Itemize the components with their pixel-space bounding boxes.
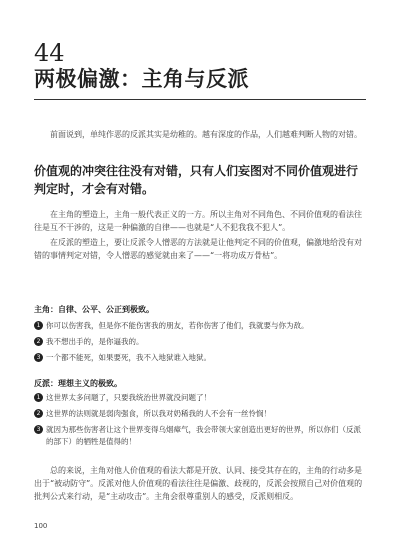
list-item-text: 这世界的法则就是弱肉强食，所以我对奶稀我的人不会有一丝怜悯！ xyxy=(46,409,271,418)
list-item-text: 我不想出手的，是你逼我的。 xyxy=(46,337,144,346)
list-item xyxy=(34,320,366,332)
protagonist-list xyxy=(34,320,366,368)
list-item xyxy=(34,408,366,420)
number-bullet: 1 xyxy=(34,393,43,402)
number-bullet: 2 xyxy=(34,409,43,418)
body-paragraph-antagonist: 在反派的塑造上，要让反派令人憎恶的方法就是让他判定不同的价值观，偏激地给没有对错的事情判定对错，令人憎恶的感觉就由来了——“一将功成万骨枯”。 xyxy=(34,238,362,260)
list-item-text: 你可以伤害我，但是你不能伤害我的朋友，若你伤害了他们，我就要与你为敌。 xyxy=(46,321,309,330)
page-number: 100 xyxy=(34,522,48,530)
number-bullet: 3 xyxy=(34,353,43,362)
list-item xyxy=(34,424,366,448)
antagonist-heading: 反派：理想主义的极致。 xyxy=(34,379,122,388)
body-paragraph-protagonist: 在主角的塑造上，主角一般代表正义的一方。所以主角对不同角色、不同价值观的看法往往是互不干涉的，这是一种偏激的自律——也就是“人不犯我我不犯人”。 xyxy=(34,210,362,232)
list-item-text: 就因为那些伤害者让这个世界变得乌烟瘴气，我会带领大家创造出更好的世界，所以你们（反派的部下）的牺牲是值得的！ xyxy=(46,425,361,446)
number-bullet: 3 xyxy=(34,425,43,434)
highlight-statement: 价值观的冲突往往没有对错，只有人们妄图对不同价值观进行判定时，才会有对错。 xyxy=(34,164,359,196)
list-item xyxy=(34,352,366,364)
number-bullet: 2 xyxy=(34,337,43,346)
chapter-title: 两极偏激：主角与反派 xyxy=(34,66,249,91)
top-divider xyxy=(34,99,366,100)
list-item-text: 这世界太多问题了，只要我统治世界就没问题了！ xyxy=(46,393,211,402)
protagonist-heading: 主角：自律、公平、公正到极致。 xyxy=(34,305,154,314)
intro-paragraph: 前面说到，单纯作恶的反派其实是幼稚的。越有深度的作品，人们越难判断人物的对错。 xyxy=(50,130,362,139)
list-item xyxy=(34,392,366,404)
list-item-text: 一个都不能死，如果要死，我不入地狱谁入地狱。 xyxy=(46,353,211,362)
antagonist-list xyxy=(34,392,366,452)
number-bullet: 1 xyxy=(34,321,43,330)
list-item xyxy=(34,336,366,348)
closing-paragraph: 总的来说，主角对他人价值观的看法大都是开放、认同、接受其存在的，主角的行动多是出于“被动防守”。反派对他人价值观的看法往往是偏激、歧视的，反派会按照自己对价值观的批判公式来行动，是“主动攻击”。主角会很尊重别人的感受，反派则相反。 xyxy=(34,466,363,501)
chapter-number: 44 xyxy=(34,39,65,67)
